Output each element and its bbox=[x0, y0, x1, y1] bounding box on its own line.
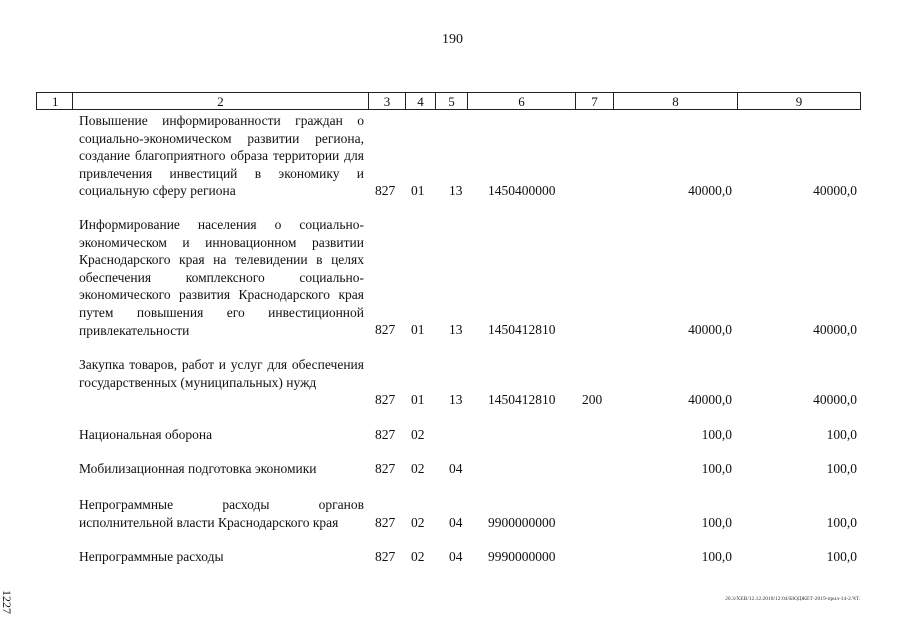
cell-col-3: 827 bbox=[375, 515, 396, 530]
row-description: Национальная оборона bbox=[79, 427, 213, 442]
cell-col-8: 100,0 bbox=[701, 427, 732, 442]
cell-col-8: 40000,0 bbox=[688, 322, 732, 337]
cell-col-4: 01 bbox=[411, 322, 425, 337]
header-col-8: 8 bbox=[614, 93, 738, 109]
cell-col-3: 827 bbox=[375, 461, 396, 476]
table-header bbox=[36, 92, 861, 110]
cell-col-6: 1450412810 bbox=[488, 322, 556, 337]
cell-col-8: 40000,0 bbox=[688, 183, 732, 198]
cell-col-3: 827 bbox=[375, 549, 396, 564]
cell-col-9: 100,0 bbox=[826, 461, 857, 476]
cell-col-9: 100,0 bbox=[826, 515, 857, 530]
header-col-9: 9 bbox=[795, 94, 803, 109]
cell-col-4: 02 bbox=[411, 549, 425, 564]
cell-col-8: 100,0 bbox=[701, 549, 732, 564]
cell-col-4: 02 bbox=[411, 427, 425, 442]
cell-col-6: 9900000000 bbox=[488, 515, 556, 530]
cell-col-9: 40000,0 bbox=[813, 183, 857, 198]
cell-col-8: 100,0 bbox=[701, 515, 732, 530]
cell-col-3: 827 bbox=[375, 183, 396, 198]
page-number: 190 bbox=[442, 32, 463, 47]
row-description: Мобилизационная подготовка экономики bbox=[79, 461, 317, 476]
cell-col-5: 04 bbox=[449, 549, 463, 564]
cell-col-7: 200 bbox=[582, 392, 603, 407]
row-description: Закупка товаров, работ и услуг для обеспечения государственных (муниципальных) нужд bbox=[79, 357, 364, 390]
header-col-5: 5 bbox=[436, 93, 468, 109]
cell-col-9: 100,0 bbox=[826, 427, 857, 442]
cell-col-3: 827 bbox=[375, 427, 396, 442]
cell-col-8: 100,0 bbox=[701, 461, 732, 476]
row-description: Повышение информированности граждан о социально-экономическом развитии региона, создание благоприятного образа территории для привлечения инвестиций в экономику и социальную сферу региона bbox=[79, 113, 364, 199]
header-col-4: 4 bbox=[406, 93, 436, 109]
row-description: Информирование населения о социально-экономическом и инновационном развитии Краснодарского края на телевидении в целях обеспечения комплексного социально-экономического развития Краснодарского края путем повышения его инвестиционной привлекательности bbox=[79, 217, 364, 338]
cell-col-3: 827 bbox=[375, 392, 396, 407]
header-col-6: 6 bbox=[468, 93, 576, 109]
header-col-2: 2 bbox=[73, 93, 369, 109]
cell-col-5: 13 bbox=[449, 392, 463, 407]
cell-col-3: 827 bbox=[375, 322, 396, 337]
header-col-3: 3 bbox=[369, 93, 406, 109]
cell-col-4: 01 bbox=[411, 183, 425, 198]
cell-col-6: 9990000000 bbox=[488, 549, 556, 564]
side-page-number: 1227 bbox=[0, 590, 14, 614]
header-col-7: 7 bbox=[576, 93, 614, 109]
cell-col-5: 13 bbox=[449, 322, 463, 337]
cell-col-8: 40000,0 bbox=[688, 392, 732, 407]
cell-col-5: 13 bbox=[449, 183, 463, 198]
cell-col-6: 1450412810 bbox=[488, 392, 556, 407]
cell-col-9: 40000,0 bbox=[813, 322, 857, 337]
cell-col-9: 100,0 bbox=[826, 549, 857, 564]
cell-col-4: 01 bbox=[411, 392, 425, 407]
row-description: Непрограммные расходы bbox=[79, 549, 224, 564]
cell-col-4: 02 bbox=[411, 461, 425, 476]
cell-col-5: 04 bbox=[449, 461, 463, 476]
cell-col-6: 1450400000 bbox=[488, 183, 556, 198]
cell-col-4: 02 bbox=[411, 515, 425, 530]
cell-col-5: 04 bbox=[449, 515, 463, 530]
header-col-1: 1 bbox=[37, 93, 73, 109]
footer-filepath: 20.3/ХЕВ/12.12.2018/12:04/БЮДЖЕТ-2019-прил-14-2.ЧТ. bbox=[725, 596, 860, 602]
row-description: Непрограммные расходы органов исполнительной власти Краснодарского края bbox=[79, 497, 364, 530]
cell-col-9: 40000,0 bbox=[813, 392, 857, 407]
